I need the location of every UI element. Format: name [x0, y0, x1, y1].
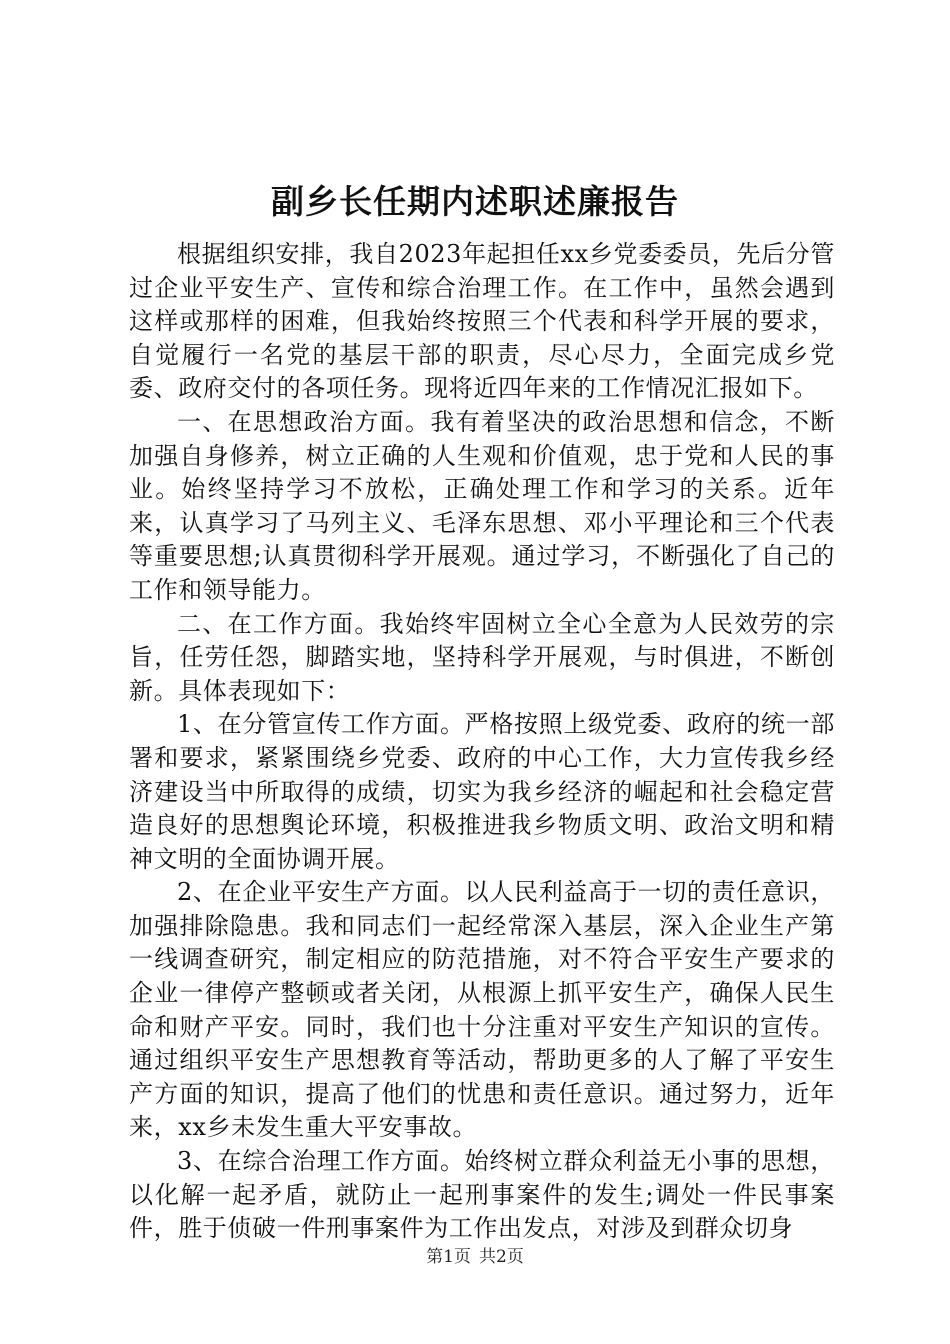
- page-total: 共2页: [479, 1247, 524, 1267]
- document-title: 副乡长任期内述职述廉报告: [271, 182, 679, 221]
- paragraph-intro: 根据组织安排，我自2023年起担任xx乡党委委员，先后分管过企业平安生产、宣传和综合治理工作。在工作中，虽然会遇到这样或那样的困难，但我始终按照三个代表和科学开展的要求，自觉履行一名党的基层干部的职责，尽心尽力，全面完成乡党委、政府交付的各项任务。现将近四年来的工作情况汇报如下。: [129, 240, 835, 403]
- page-footer: [0, 1246, 950, 1268]
- paragraph-propaganda: 1、在分管宣传工作方面。严格按照上级党委、政府的统一部署和要求，紧紧围绕乡党委、政府的中心工作，大力宣传我乡经济建设当中所取得的成绩，切实为我乡经济的崛起和社会稳定营造良好的思想舆论环境，积极推进我乡物质文明、政治文明和精神文明的全面协调开展。: [129, 710, 835, 873]
- document-body: [129, 238, 835, 1246]
- paragraph-work: 二、在工作方面。我始终牢固树立全心全意为人民效劳的宗旨，任劳任怨，脚踏实地，坚持科学开展观，与时俱进，不断创新。具体表现如下：: [129, 609, 835, 705]
- paragraph-safety: 2、在企业平安生产方面。以人民利益高于一切的责任意识，加强排除隐患。我和同志们一起经常深入基层，深入企业生产第一线调查研究，制定相应的防范措施，对不符合平安生产要求的企业一律停产整顿或者关闭，从根源上抓平安生产，确保人民生命和财产平安。同时，我们也十分注重对平安生产知识的宣传。通过组织平安生产思想教育等活动，帮助更多的人了解了平安生产方面的知识，提高了他们的忧患和责任意识。通过努力，近年来，xx乡未发生重大平安事故。: [129, 878, 835, 1142]
- paragraph-ideology: 一、在思想政治方面。我有着坚决的政治思想和信念，不断加强自身修养，树立正确的人生观和价值观，忠于党和人民的事业。始终坚持学习不放松，正确处理工作和学习的关系。近年来，认真学习了马列主义、毛泽东思想、邓小平理论和三个代表等重要思想;认真贯彻科学开展观。通过学习，不断强化了自己的工作和领导能力。: [129, 407, 835, 604]
- paragraph-governance: 3、在综合治理工作方面。始终树立群众利益无小事的思想，以化解一起矛盾，就防止一起刑事案件的发生;调处一件民事案件，胜于侦破一件刑事案件为工作出发点，对涉及到群众切身: [129, 1147, 835, 1243]
- page-number: 第1页: [426, 1247, 471, 1267]
